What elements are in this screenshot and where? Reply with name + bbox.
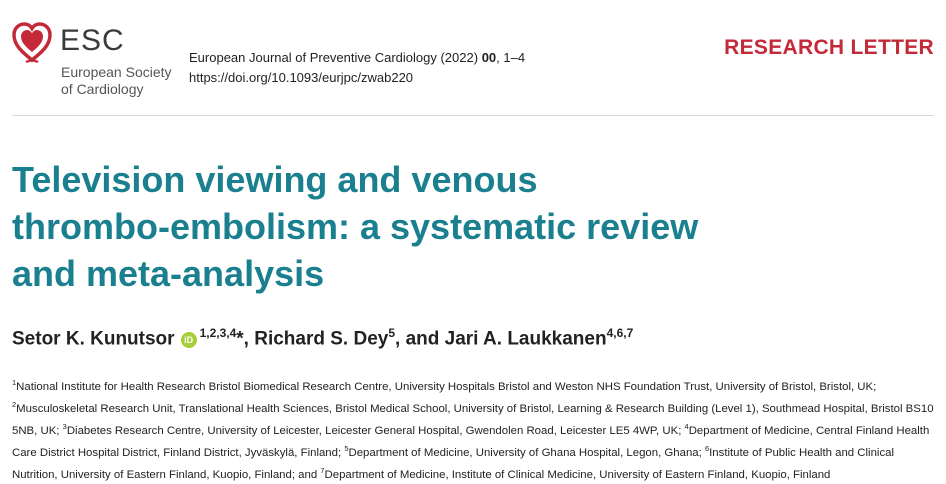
author-affiliation-refs: 5 xyxy=(388,326,396,340)
doi-link[interactable]: https://doi.org/10.1093/eurjpc/zwab220 xyxy=(189,70,414,85)
title-line-1: Television viewing and venous xyxy=(12,159,538,200)
author-affiliation-refs: 4,6,7 xyxy=(606,326,634,340)
affiliation-number: 7 xyxy=(320,466,325,475)
affiliation-text: Diabetes Research Centre, University of Leicester, Leicester General Hospital, Gwendolen Road, Leicester LE5 4WP, UK; xyxy=(66,424,685,437)
header-divider xyxy=(12,115,934,116)
author-separator: , xyxy=(243,328,255,350)
article-type-label: RESEARCH LETTER xyxy=(724,36,934,59)
journal-name: European Journal of Preventive Cardiology (2022) xyxy=(189,50,479,65)
affiliation-number: 5 xyxy=(344,444,349,453)
author-name: Jari A. Laukkanen xyxy=(444,328,607,350)
corresponding-author-mark: * xyxy=(236,328,244,350)
affiliation-number: 6 xyxy=(704,444,710,453)
title-line-2: thrombo-embolism: a systematic review xyxy=(12,206,699,247)
logo-subtitle-line-2: of Cardiology xyxy=(61,81,144,97)
journal-citation xyxy=(189,48,525,88)
esc-logo-text: ESC xyxy=(60,24,125,57)
logo-subtitle-line-1: European Society xyxy=(61,64,172,80)
article-title xyxy=(12,156,922,297)
affiliation-number: 2 xyxy=(12,400,17,409)
title-line-3: and meta-analysis xyxy=(12,253,325,294)
author-affiliation-refs: 1,2,3,4 xyxy=(199,326,237,340)
affiliation-number: 4 xyxy=(684,422,689,431)
orcid-icon[interactable]: iD xyxy=(181,332,197,348)
journal-name-line xyxy=(189,48,525,68)
affiliation-text: Department of Medicine, University of Ghana Hospital, Legon, Ghana; xyxy=(348,446,705,459)
affiliation-number: 1 xyxy=(12,378,17,387)
journal-header xyxy=(0,0,946,115)
author-name: Setor K. Kunutsor xyxy=(12,328,175,350)
affiliation-number: 3 xyxy=(62,422,67,431)
affiliations xyxy=(12,374,936,484)
author-separator: , and xyxy=(395,328,445,350)
esc-logo-subtitle xyxy=(61,64,172,98)
esc-heart-logo-icon xyxy=(12,22,52,64)
author-name: Richard S. Dey xyxy=(254,328,389,350)
affiliation-text: Musculoskeletal Research Unit, Translational Health Sciences, Bristol Medical School, University of Bristol, Learning & Research Building (Level 1), Southmead Hospital, Bristol BS10 5NB, UK; xyxy=(12,402,934,437)
affiliation-text: Institute of Public Health and Clinical Nutrition, University of Eastern Finland, Kuopio, Finland; and xyxy=(12,446,895,481)
journal-pages: , 1–4 xyxy=(496,50,526,65)
journal-volume: 00 xyxy=(481,50,497,65)
affiliation-text: Department of Medicine, Central Finland Health Care District Hospital District, Finland District, Jyväskylä, Finland; xyxy=(12,424,930,459)
affiliation-text: National Institute for Health Research Bristol Biomedical Research Centre, University Hospitals Bristol and Weston NHS Foundation Trust, University of Bristol, Bristol, UK; xyxy=(16,380,877,393)
author-list xyxy=(12,326,633,350)
affiliation-text: Department of Medicine, Institute of Clinical Medicine, University of Eastern Finland, Kuopio, Finland xyxy=(324,468,831,481)
